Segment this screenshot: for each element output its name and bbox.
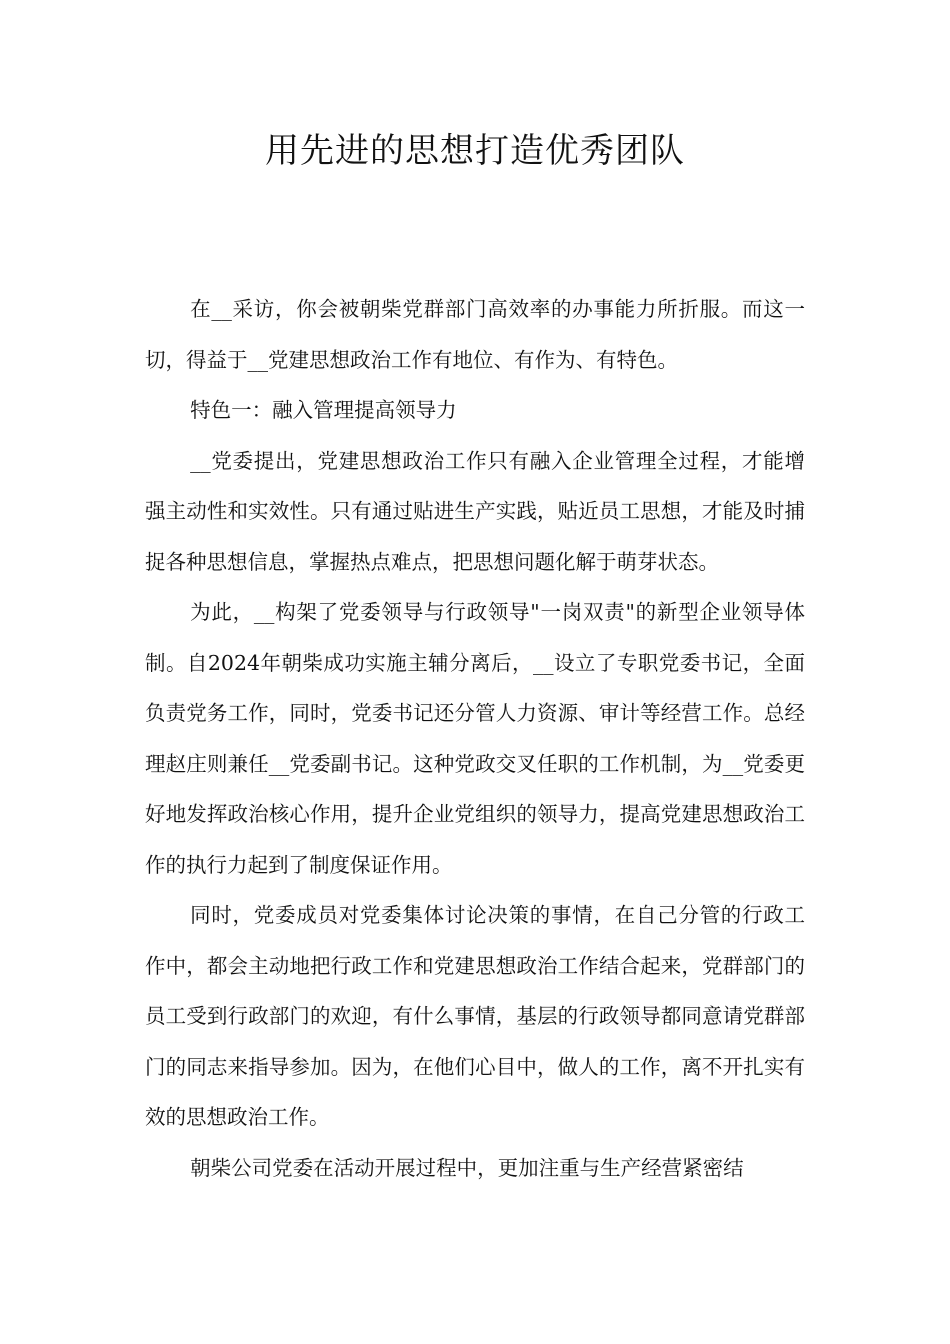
page-title: 用先进的思想打造优秀团队 [265, 131, 685, 171]
paragraph-party-members: 同时，党委成员对党委集体讨论决策的事情，在自己分管的行政工作中，都会主动地把行政工作和党建思想政治工作结合起来，党群部门的员工受到行政部门的欢迎，有什么事情，基层的行政领导都同意请党群部门的同志来指导参加。因为，在他们心目中，做人的工作，离不开扎实有效的思想政治工作。 [145, 903, 805, 1129]
paragraph-leadership-system: 为此，__构架了党委领导与行政领导"一岗双责"的新型企业领导体制。自2024年朝柴成功实施主辅分离后，__设立了专职党委书记，全面负责党务工作，同时，党委书记还分管人力资源、审计等经营工作。总经理赵庄则兼任__党委副书记。这种党政交叉任职的工作机制，为__党委更好地发挥政治核心作用，提升企业党组织的领导力，提高党建思想政治工作的执行力起到了制度保证作用。 [145, 600, 805, 877]
paragraph-intro: 在__采访，你会被朝柴党群部门高效率的办事能力所折服。而这一切，得益于__党建思想政治工作有地位、有作为、有特色。 [145, 297, 805, 372]
document-body [145, 284, 805, 1193]
paragraph-integration: __党委提出，党建思想政治工作只有融入企业管理全过程，才能增强主动性和实效性。只有通过贴进生产实践，贴近员工思想，才能及时捕捉各种思想信息，掌握热点难点，把思想问题化解于萌芽状态。 [145, 448, 805, 574]
section-heading: 特色一：融入管理提高领导力 [190, 398, 457, 422]
paragraph-activities: 朝柴公司党委在活动开展过程中，更加注重与生产经营紧密结 [190, 1155, 744, 1180]
